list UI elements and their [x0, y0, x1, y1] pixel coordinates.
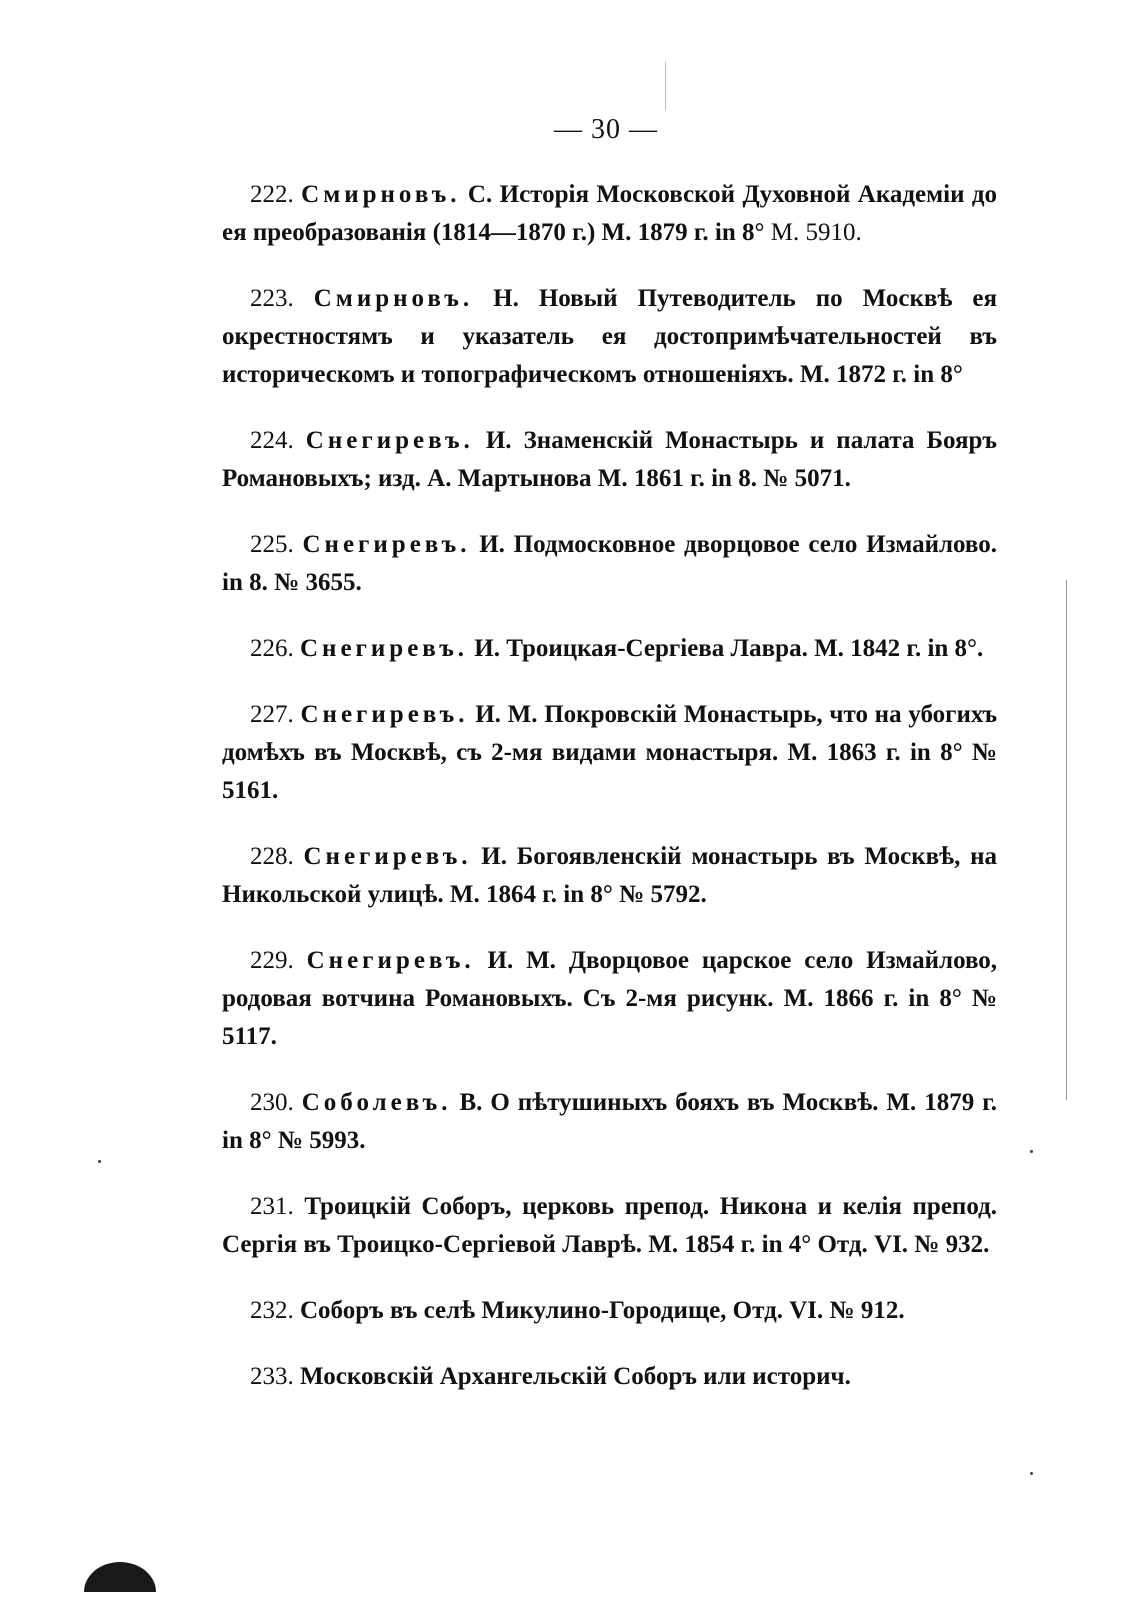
- bibliography-entry-223: [222, 280, 997, 394]
- entry-number: 224.: [250, 427, 294, 454]
- entry-initials: И.: [481, 843, 507, 870]
- entry-title: Подмосковное дворцовое село Измайлово. in 8. № 3655.: [222, 531, 997, 596]
- entry-title: Новый Путеводитель по Москвѣ ея окрестностямъ и указатель ея достопримѣчательностей въ историческомъ и топографическомъ отношеніяхъ. М. 1872 г. in 8°: [222, 285, 997, 388]
- entry-number: 225.: [250, 531, 294, 558]
- entry-author: Смирновъ.: [313, 285, 474, 312]
- bibliography-entry-226: [222, 630, 997, 668]
- bibliography-entry-230: [222, 1084, 997, 1160]
- entry-author: Снегиревъ.: [306, 947, 475, 974]
- entry-author: Снегиревъ.: [300, 701, 469, 728]
- scan-speck: [1030, 1150, 1033, 1153]
- entry-author: Снегиревъ.: [302, 531, 471, 558]
- scan-edge-line: [1066, 580, 1067, 1100]
- entry-initials: С.: [467, 181, 493, 208]
- entry-initials: И. М.: [487, 947, 556, 974]
- page-number: — 30 —: [554, 114, 658, 145]
- entry-number: 223.: [250, 285, 294, 312]
- bibliography-entry-224: [222, 422, 997, 498]
- scan-speck: [98, 1160, 101, 1163]
- entry-catalog-number: М. 5910.: [770, 219, 862, 246]
- entry-number: 232.: [250, 1297, 294, 1324]
- entry-title: Знаменскій Монастырь и палата Бояръ Романовыхъ; изд. А. Мартынова М. 1861 г. in 8. № 5071.: [222, 427, 997, 492]
- bibliography-entry-232: [222, 1292, 997, 1330]
- entry-author: Снегиревъ.: [303, 843, 472, 870]
- entry-number: 228.: [250, 843, 294, 870]
- entry-initials: И.: [479, 531, 505, 558]
- bibliography-list: [222, 176, 997, 1424]
- bibliography-entry-231: [222, 1188, 997, 1264]
- entry-number: 231.: [250, 1193, 294, 1220]
- entry-number: 233.: [250, 1363, 294, 1390]
- entry-author: Снегиревъ.: [300, 635, 469, 662]
- entry-initials: И. М.: [475, 701, 538, 728]
- scan-speck: [1030, 1472, 1033, 1475]
- entry-title: Московскій Архангельскій Соборъ или историч.: [300, 1363, 851, 1390]
- bibliography-entry-227: [222, 696, 997, 810]
- entry-title: Троицкая-Сергіева Лавра. М. 1842 г. in 8°.: [506, 635, 984, 662]
- scan-smudge: [84, 1562, 156, 1592]
- entry-title: Троицкій Соборъ, церковь препод. Никона и келія препод. Сергія въ Троицко-Сергіевой Лаврѣ. М. 1854 г. in 4° Отд. VI. № 932.: [222, 1193, 997, 1258]
- entry-author: Соболевъ.: [301, 1089, 452, 1116]
- bibliography-entry-225: [222, 526, 997, 602]
- entry-number: 226.: [250, 635, 294, 662]
- entry-number: 229.: [250, 947, 294, 974]
- entry-author: Снегиревъ.: [305, 427, 474, 454]
- entry-title: Исторія Московской Духовной Академіи до ея преобразованія (1814—1870 г.) М. 1879 г. in 8°: [222, 181, 998, 246]
- entry-title: Покровскій Монастырь, что на убогихъ домѣхъ въ Москвѣ, съ 2-мя видами монастыря. М. 1863 г. in 8° № 5161.: [222, 701, 998, 804]
- bibliography-entry-228: [222, 838, 997, 914]
- entry-author: Смирновъ.: [301, 181, 461, 208]
- entry-initials: И.: [474, 635, 500, 662]
- entry-title: Дворцовое царское село Измайлово, родовая вотчина Романовыхъ. Съ 2-мя рисунк. М. 1866 г. in 8° № 5117.: [222, 947, 998, 1050]
- entry-title: Богоявленскій монастырь въ Москвѣ, на Никольской улицѣ. М. 1864 г. in 8° № 5792.: [222, 843, 998, 908]
- entry-number: 227.: [250, 701, 294, 728]
- entry-initials: Н.: [493, 285, 519, 312]
- entry-initials: В.: [459, 1089, 483, 1116]
- entry-number: 230.: [250, 1089, 294, 1116]
- entry-title: Соборъ въ селѣ Микулино-Городище, Отд. VI. № 912.: [300, 1297, 905, 1324]
- bibliography-entry-222: [222, 176, 997, 252]
- entry-number: 222.: [250, 181, 294, 208]
- entry-initials: И.: [485, 427, 512, 454]
- scan-line-top: [665, 62, 666, 110]
- entry-title: О пѣтушиныхъ бояхъ въ Москвѣ. М. 1879 г. in 8° № 5993.: [222, 1089, 998, 1154]
- bibliography-entry-229: [222, 942, 997, 1056]
- bibliography-entry-233: [222, 1358, 997, 1396]
